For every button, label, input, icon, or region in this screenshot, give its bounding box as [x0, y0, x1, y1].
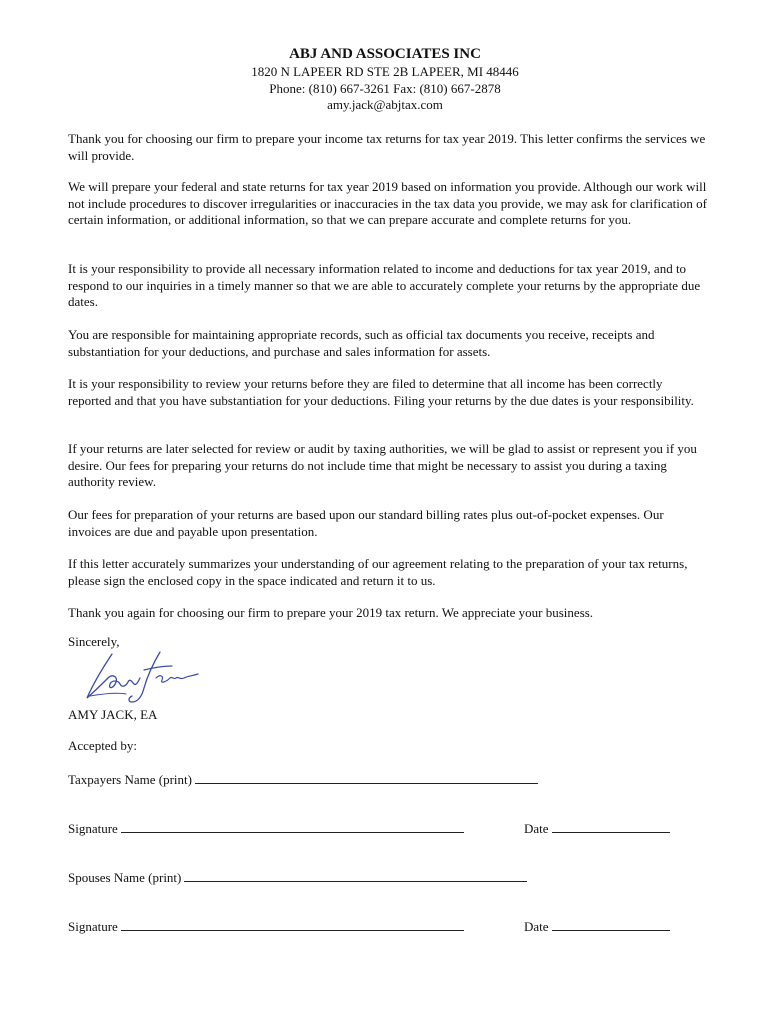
spouse-name-field[interactable] [184, 869, 527, 882]
taxpayer-signature-field[interactable] [121, 820, 464, 833]
spouse-date-label: Date [524, 919, 549, 934]
taxpayer-date-label: Date [524, 821, 549, 836]
paragraph-fees: Our fees for preparation of your returns are based upon our standard billing rates plus out-of-pocket expenses. Our invoices are due and payable upon presentation. [68, 507, 664, 539]
letterhead [0, 44, 770, 114]
paragraph-review: It is your responsibility to review your returns before they are filed to determine that all income has been correctly reported and that you have substantiation for your deductions. Filing your returns by the due dates is your responsibility. [68, 376, 694, 408]
spouse-signature-row [68, 918, 464, 936]
taxpayer-name-row [68, 771, 538, 789]
paragraph-thanks: Thank you again for choosing our firm to prepare your 2019 tax return. We appreciate your business. [68, 605, 594, 620]
taxpayer-name-label: Taxpayers Name (print) [68, 772, 192, 787]
firm-name: ABJ AND ASSOCIATES INC [289, 46, 481, 62]
taxpayer-date-field[interactable] [552, 820, 670, 833]
accepted-by-label: Accepted by: [68, 738, 137, 753]
firm-email: amy.jack@abjtax.com [327, 97, 443, 112]
salutation: Sincerely, [68, 634, 120, 649]
taxpayer-date-row [524, 820, 670, 838]
firm-phone-fax: Phone: (810) 667-3261 Fax: (810) 667-2878 [269, 80, 501, 96]
firm-address: 1820 N LAPEER RD STE 2B LAPEER, MI 48446 [251, 64, 519, 79]
paragraph-services: We will prepare your federal and state returns for tax year 2019 based on information you provide. Although our work will not include procedures to discover irregularities or inaccuracies in the tax data you provide, we may ask for clarification of certain information, or additional information, so that we can prepare accurate and complete returns for you. [68, 179, 707, 227]
handwritten-signature [82, 648, 204, 704]
taxpayer-signature-row [68, 820, 464, 838]
spouse-signature-label: Signature [68, 919, 118, 934]
taxpayer-name-field[interactable] [195, 771, 538, 784]
paragraph-responsibility-info: It is your responsibility to provide all necessary information related to income and deductions for tax year 2019, and to respond to our inquiries in a timely manner so that we are able to accurately complete your returns by the appropriate due dates. [68, 261, 701, 309]
taxpayer-signature-label: Signature [68, 821, 118, 836]
paragraph-audit: If your returns are later selected for review or audit by taxing authorities, we will be glad to assist or represent you if you desire. Our fees for preparing your returns do not include time that might be necessary to assist you during a taxing authority review. [68, 441, 697, 489]
spouse-name-row [68, 869, 527, 887]
signer-name: AMY JACK, EA [68, 707, 158, 722]
paragraph-agreement: If this letter accurately summarizes your understanding of our agreement relating to the preparation of your tax returns, please sign the enclosed copy in the space indicated and return it to us. [68, 556, 688, 588]
spouse-signature-field[interactable] [121, 918, 464, 931]
spouse-date-field[interactable] [552, 918, 670, 931]
paragraph-records: You are responsible for maintaining appropriate records, such as official tax documents you receive, receipts and substantiation for your deductions, and purchase and sales information for assets. [68, 327, 655, 359]
paragraph-intro: Thank you for choosing our firm to prepare your income tax returns for tax year 2019. This letter confirms the services we will provide. [68, 131, 706, 163]
spouse-date-row [524, 918, 670, 936]
spouse-name-label: Spouses Name (print) [68, 870, 182, 885]
